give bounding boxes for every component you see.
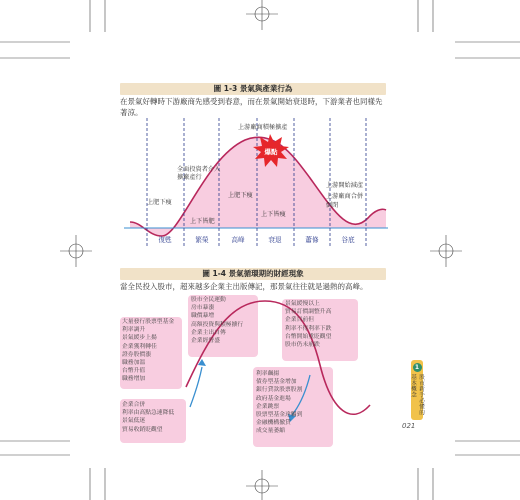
phase-label: 高峰	[231, 236, 245, 244]
chapter-vertical-title: 股市新手必懂的基本概念	[410, 374, 424, 416]
label-upper-lower-thin: 上下皆瘦	[261, 211, 286, 218]
box-item: 利率飆揚	[256, 371, 280, 377]
chapter-side-tab	[411, 360, 423, 420]
chapter-number-badge: 1	[413, 363, 422, 372]
box-item: 利率調升	[122, 327, 146, 334]
label-upstream-merge: 上游廠商合併	[326, 193, 364, 200]
box-item: 台幣開始重貶觀望	[285, 333, 332, 340]
label-upstream-collapse: 倒閉	[326, 202, 339, 209]
box-item: 股市仍未崩跌	[285, 342, 320, 349]
page-number: 021	[402, 422, 416, 430]
figure-1-3-title: 圖 1-3 景氣與產業行為	[120, 83, 386, 95]
label-upstream-reduce: 上游開始減產	[326, 182, 364, 189]
box-upper-left	[122, 318, 174, 384]
figure-1-4-intro: 當全民投入股市，超來越多企業主出版傳記，那景氣往往就是過熱的高峰。	[120, 282, 368, 291]
box-item: 職價暴增	[191, 313, 215, 320]
label-upper-lower-fat: 上下皆肥	[190, 218, 215, 225]
business-cycle-diagram	[120, 118, 390, 258]
box-bottom-middle	[256, 370, 302, 436]
box-item: 股票型基金達觸到	[256, 412, 303, 419]
box-item: 債券型基金增加	[256, 379, 297, 386]
label-upstream-active: 上游廠商積極擴產	[238, 124, 288, 131]
box-item: 政府基金進場	[256, 395, 291, 402]
label-invest-sub: 擴廠產行	[177, 174, 202, 181]
box-top-middle	[191, 296, 243, 345]
box-item: 企業合併	[122, 402, 146, 408]
box-item: 企業跳票	[256, 403, 280, 410]
box-item: 企業主出自傳	[191, 329, 226, 336]
box-item: 景氣緩慢以上	[285, 301, 320, 307]
box-item: 利率由高點急速降低	[122, 410, 175, 417]
box-top-right	[285, 300, 331, 349]
box-item: 職務加溫	[122, 360, 146, 367]
box-item: 證券股價漲	[122, 351, 151, 358]
box-item: 貿易收銷貶觀望	[122, 426, 163, 433]
box-item: 企業獲利轉佳	[122, 343, 157, 350]
figure-1-4-title: 圖 1-4 景氣循環期的財經現象	[120, 268, 386, 280]
box-item: 職務增加	[122, 376, 146, 383]
label-upper-fat-lower-thin-1: 上肥下瘦	[147, 199, 172, 206]
box-item: 景氣低迷	[122, 418, 146, 425]
box-item: 銀行貸款股票股割	[256, 387, 303, 394]
figure-1-3-intro: 在景氣好轉時下游廠商先感受到春意，而在景氣開始衰退時，下游業者也同樣先著涼。	[120, 97, 383, 117]
phase-label: 谷底	[341, 236, 355, 244]
box-item: 高額投資與積極擴行	[191, 321, 244, 328]
box-item: 企業經營盛	[191, 338, 220, 345]
phase-label: 蕭條	[305, 236, 319, 244]
phase-label: 衰退	[268, 236, 282, 244]
box-bottom-left	[122, 401, 174, 434]
box-item: 成交量萎縮	[256, 428, 285, 435]
phase-label: 繁榮	[195, 236, 209, 244]
box-item: 企業目前但	[285, 317, 314, 324]
box-item: 景氣緩步上揚	[122, 335, 157, 342]
box-item: 大量發行股票型基金	[122, 319, 175, 325]
label-upper-fat-lower-thin-2: 上肥下瘦	[228, 192, 253, 199]
burst-label: 爆點	[264, 148, 278, 156]
box-item: 金融機構撤貸	[256, 420, 291, 427]
phase-label: 復甦	[158, 236, 172, 244]
box-item: 房市暴漲	[191, 305, 215, 312]
box-item: 股市全民運動	[191, 297, 226, 303]
box-item: 利率不得利率下跌	[285, 325, 332, 332]
label-fully-invest: 全面投資者介入	[177, 166, 221, 173]
box-item: 台幣升值	[122, 368, 146, 375]
box-item: 貿易訂價調整升高	[285, 309, 332, 316]
